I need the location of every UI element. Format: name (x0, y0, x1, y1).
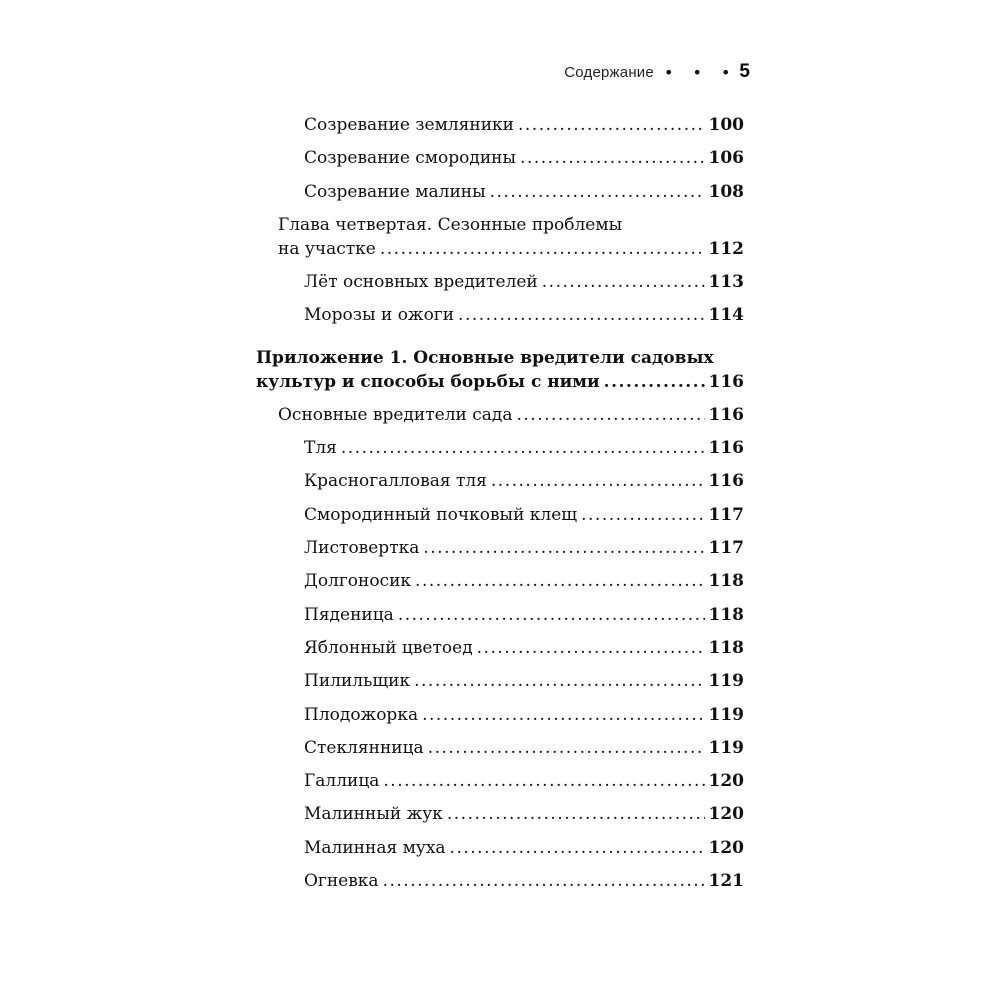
toc-entry-page: 118 (708, 571, 744, 591)
toc-entry-page: 118 (708, 605, 744, 625)
toc-entry-title: Пилильщик (304, 671, 411, 691)
toc-entry[interactable] (304, 147, 744, 169)
toc-entry[interactable] (304, 770, 744, 792)
toc-entry-page: 119 (708, 738, 744, 758)
dot-leader (450, 837, 705, 859)
toc-entry-title: Яблонный цветоед (304, 638, 473, 658)
toc-entry-title: Созревание земляники (304, 115, 514, 135)
toc-appendix-entry[interactable] (256, 371, 744, 393)
dot-leader (414, 670, 704, 692)
dot-leader (581, 504, 704, 526)
dot-leader (415, 570, 704, 592)
toc-entry-page: 100 (708, 115, 744, 135)
toc-entry-page: 118 (708, 638, 744, 658)
toc-entry[interactable] (304, 181, 744, 203)
toc-entry[interactable] (278, 404, 744, 426)
toc-entry[interactable] (304, 737, 744, 759)
toc-entry[interactable] (304, 837, 744, 859)
toc-entry-title: Листовертка (304, 538, 420, 558)
dot-leader (520, 147, 704, 169)
dot-leader (422, 704, 704, 726)
toc-entry-page: 116 (708, 471, 744, 491)
dot-leader (518, 114, 705, 136)
toc-entry[interactable] (304, 437, 744, 459)
header-section-title: Содержание (564, 63, 654, 81)
dot-leader (383, 770, 704, 792)
toc-entry[interactable] (304, 537, 744, 559)
toc-entry-page: 113 (708, 272, 744, 292)
toc-entry-page: 117 (708, 505, 744, 525)
toc-entry[interactable] (304, 304, 744, 326)
toc-entry[interactable] (304, 704, 744, 726)
toc-entry-title: Смородинный почковый клещ (304, 505, 578, 525)
toc-entry-title: Пяденица (304, 605, 394, 625)
toc-entry[interactable] (278, 238, 744, 260)
dot-leader (447, 803, 705, 825)
toc-entry-page: 112 (708, 239, 744, 259)
toc-entry[interactable] (304, 504, 744, 526)
toc-entry-title: Тля (304, 438, 337, 458)
dot-leader (490, 181, 705, 203)
toc-entry-title: Созревание малины (304, 182, 486, 202)
dot-leader (398, 604, 705, 626)
toc-entry-page: 120 (708, 804, 744, 824)
toc-entry-page: 106 (708, 148, 744, 168)
dot-leader (341, 437, 705, 459)
toc-entry-title: Огневка (304, 871, 379, 891)
dot-leader (542, 271, 705, 293)
dot-leader (428, 737, 705, 759)
toc-entry-title: Плодожорка (304, 705, 419, 725)
header-dots: • • • (663, 62, 738, 82)
toc-entry[interactable] (304, 570, 744, 592)
toc-entry-page: 108 (708, 182, 744, 202)
toc-entry-title: Малинная муха (304, 838, 446, 858)
toc-entry[interactable] (304, 604, 744, 626)
toc-entry[interactable] (304, 271, 744, 293)
toc-entry-page: 120 (708, 771, 744, 791)
toc-entry-page: 117 (708, 538, 744, 558)
dot-leader (517, 404, 705, 426)
toc-entry-title: Морозы и ожоги (304, 305, 455, 325)
dot-leader (458, 304, 704, 326)
toc-appendix-title-line1[interactable]: Приложение 1. Основные вредители садовых (256, 348, 714, 368)
dot-leader (604, 371, 705, 393)
dot-leader (423, 537, 704, 559)
toc-entry-title: Стеклянница (304, 738, 424, 758)
toc-entry-title: на участке (278, 239, 376, 259)
toc-entry-title: культур и способы борьбы с ними (256, 372, 600, 392)
dot-leader (491, 470, 705, 492)
toc-entry-page: 116 (708, 405, 744, 425)
toc-entry[interactable] (304, 670, 744, 692)
toc-entry-title-line1[interactable]: Глава четвертая. Сезонные проблемы (278, 215, 623, 235)
toc-entry-page: 114 (708, 305, 744, 325)
toc-entry-title: Основные вредители сада (278, 405, 513, 425)
dot-leader (477, 637, 705, 659)
dot-leader (383, 870, 705, 892)
toc-entry-page: 116 (708, 372, 744, 392)
toc-entry-page: 116 (708, 438, 744, 458)
toc-entry-title: Красногалловая тля (304, 471, 487, 491)
toc-entry-page: 119 (708, 671, 744, 691)
toc-entry[interactable] (304, 470, 744, 492)
toc-entry-title: Лёт основных вредителей (304, 272, 538, 292)
toc-entry-title: Малинный жук (304, 804, 443, 824)
toc-entry-page: 120 (708, 838, 744, 858)
toc-entry[interactable] (304, 803, 744, 825)
toc-entry[interactable] (304, 114, 744, 136)
toc-entry-title: Созревание смородины (304, 148, 517, 168)
toc-entry[interactable] (304, 637, 744, 659)
header-page-number: 5 (739, 61, 750, 82)
toc-entry-title: Галлица (304, 771, 380, 791)
toc-entry[interactable] (304, 870, 744, 892)
toc-entry-page: 121 (708, 871, 744, 891)
dot-leader (380, 238, 705, 260)
toc-entry-title: Долгоносик (304, 571, 412, 591)
toc-entry-page: 119 (708, 705, 744, 725)
